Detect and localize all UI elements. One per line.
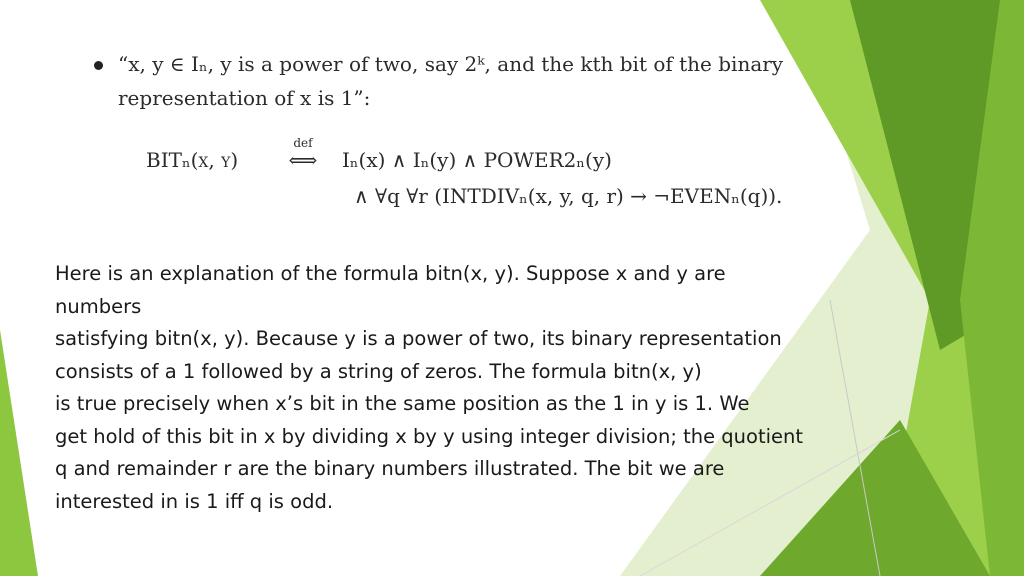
bullet-line-2: representation of x is 1”: [118,86,371,110]
explanation-line: is true precisely when x’s bit in the same position as the 1 in y is 1. We [55,392,750,415]
left-green-sliver [0,330,38,576]
explanation-line: get hold of this bit in x by dividing x by y using integer division; the quotient [55,424,804,448]
definition-lhs: BITₙ(x, y) [146,148,239,172]
explanation-line: Here is an explanation of the formula bitn(x, y). Suppose x and y are [55,262,726,285]
iff-arrow: ⟺ [288,148,318,172]
explanation-line: consists of a 1 followed by a string of zeros. The formula bitn(x, y) [55,359,702,383]
explanation-paragraph [55,258,985,518]
bullet-line-1: “x, y ∈ Iₙ, y is a power of two, say 2ᵏ, and the kth bit of the binary [118,52,784,76]
definition-rhs-line-1: Iₙ(x) ∧ Iₙ(y) ∧ POWER2ₙ(y) [342,148,612,172]
formula-block [92,52,852,222]
def-label: def [293,136,313,150]
definition-operator [278,136,328,170]
explanation-line: numbers [55,294,142,318]
explanation-line: q and remainder r are the binary numbers illustrated. The bit we are [55,457,725,480]
explanation-line: interested in is 1 iff q is odd. [55,489,334,513]
bullet-dot [94,61,103,70]
definition-rhs-line-2: ∧ ∀q ∀r (INTDIVₙ(x, y, q, r) → ¬EVENₙ(q)). [354,184,783,208]
explanation-line: satisfying bitn(x, y). Because y is a power of two, its binary representation [55,327,782,350]
